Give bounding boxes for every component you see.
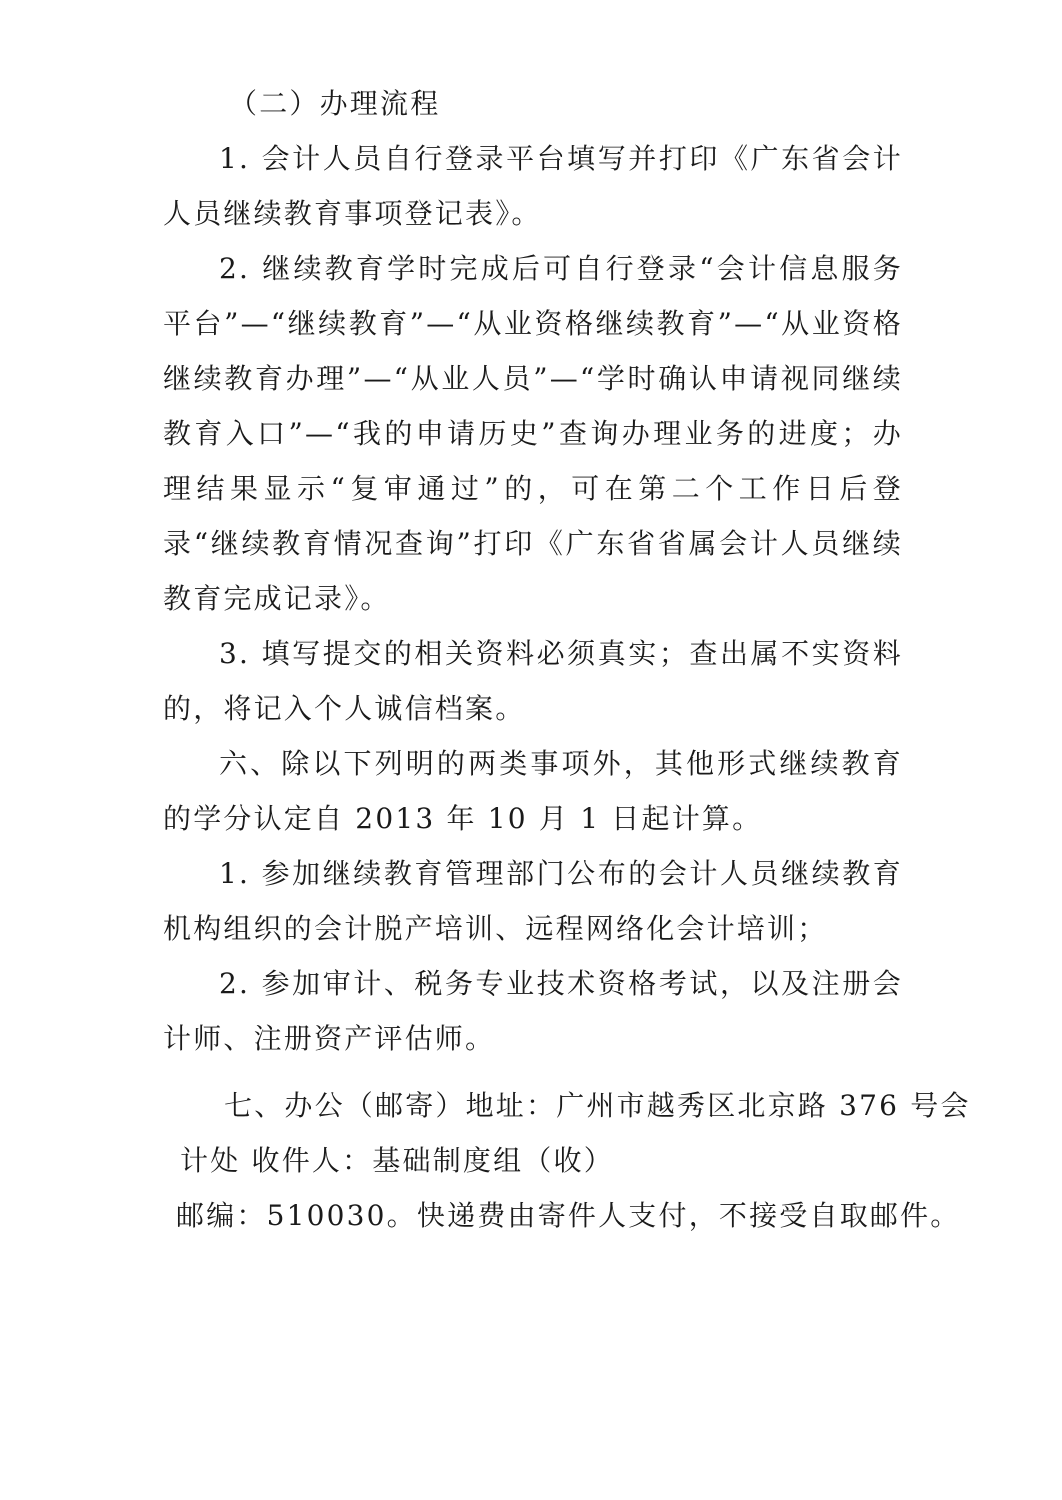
procedure-step-2: 2. 继续教育学时完成后可自行登录“会计信息服务平台”—“继续教育”—“从业资格继续教育”—“从业资格继续教育办理”—“从业人员”—“学时确认申请视同继续教育入口”—“我的申请历史”查询办理业务的进度；办理结果显示“复审通过”的，可在第二个工作日后登录“继续教育情况查询”打印《广东省省属会计人员继续教育完成记录》。	[163, 252, 903, 615]
section-heading: （二）办理流程	[229, 87, 441, 120]
procedure-step-1: 1. 会计人员自行登录平台填写并打印《广东省会计人员继续教育事项登记表》。	[163, 142, 903, 230]
address-line-1: 七、办公（邮寄）地址：广州市越秀区北京路 376 号会	[224, 1089, 971, 1122]
item-six-sub-1: 1. 参加继续教育管理部门公布的会计人员继续教育机构组织的会计脱产培训、远程网络化会计培训；	[163, 857, 903, 945]
address-line-2: 计处 收件人：基础制度组（收）	[180, 1144, 614, 1177]
postal-code-line: 邮编：510030。快递费由寄件人支付，不接受自取邮件。	[176, 1199, 961, 1232]
item-six: 六、除以下列明的两类事项外，其他形式继续教育的学分认定自 2013 年 10 月 1 日起计算。	[163, 747, 903, 835]
document-body	[163, 76, 903, 1066]
mailing-address	[176, 1078, 971, 1243]
procedure-step-3: 3. 填写提交的相关资料必须真实；查出属不实资料的，将记入个人诚信档案。	[163, 637, 903, 725]
item-six-sub-2: 2. 参加审计、税务专业技术资格考试，以及注册会计师、注册资产评估师。	[163, 967, 903, 1055]
